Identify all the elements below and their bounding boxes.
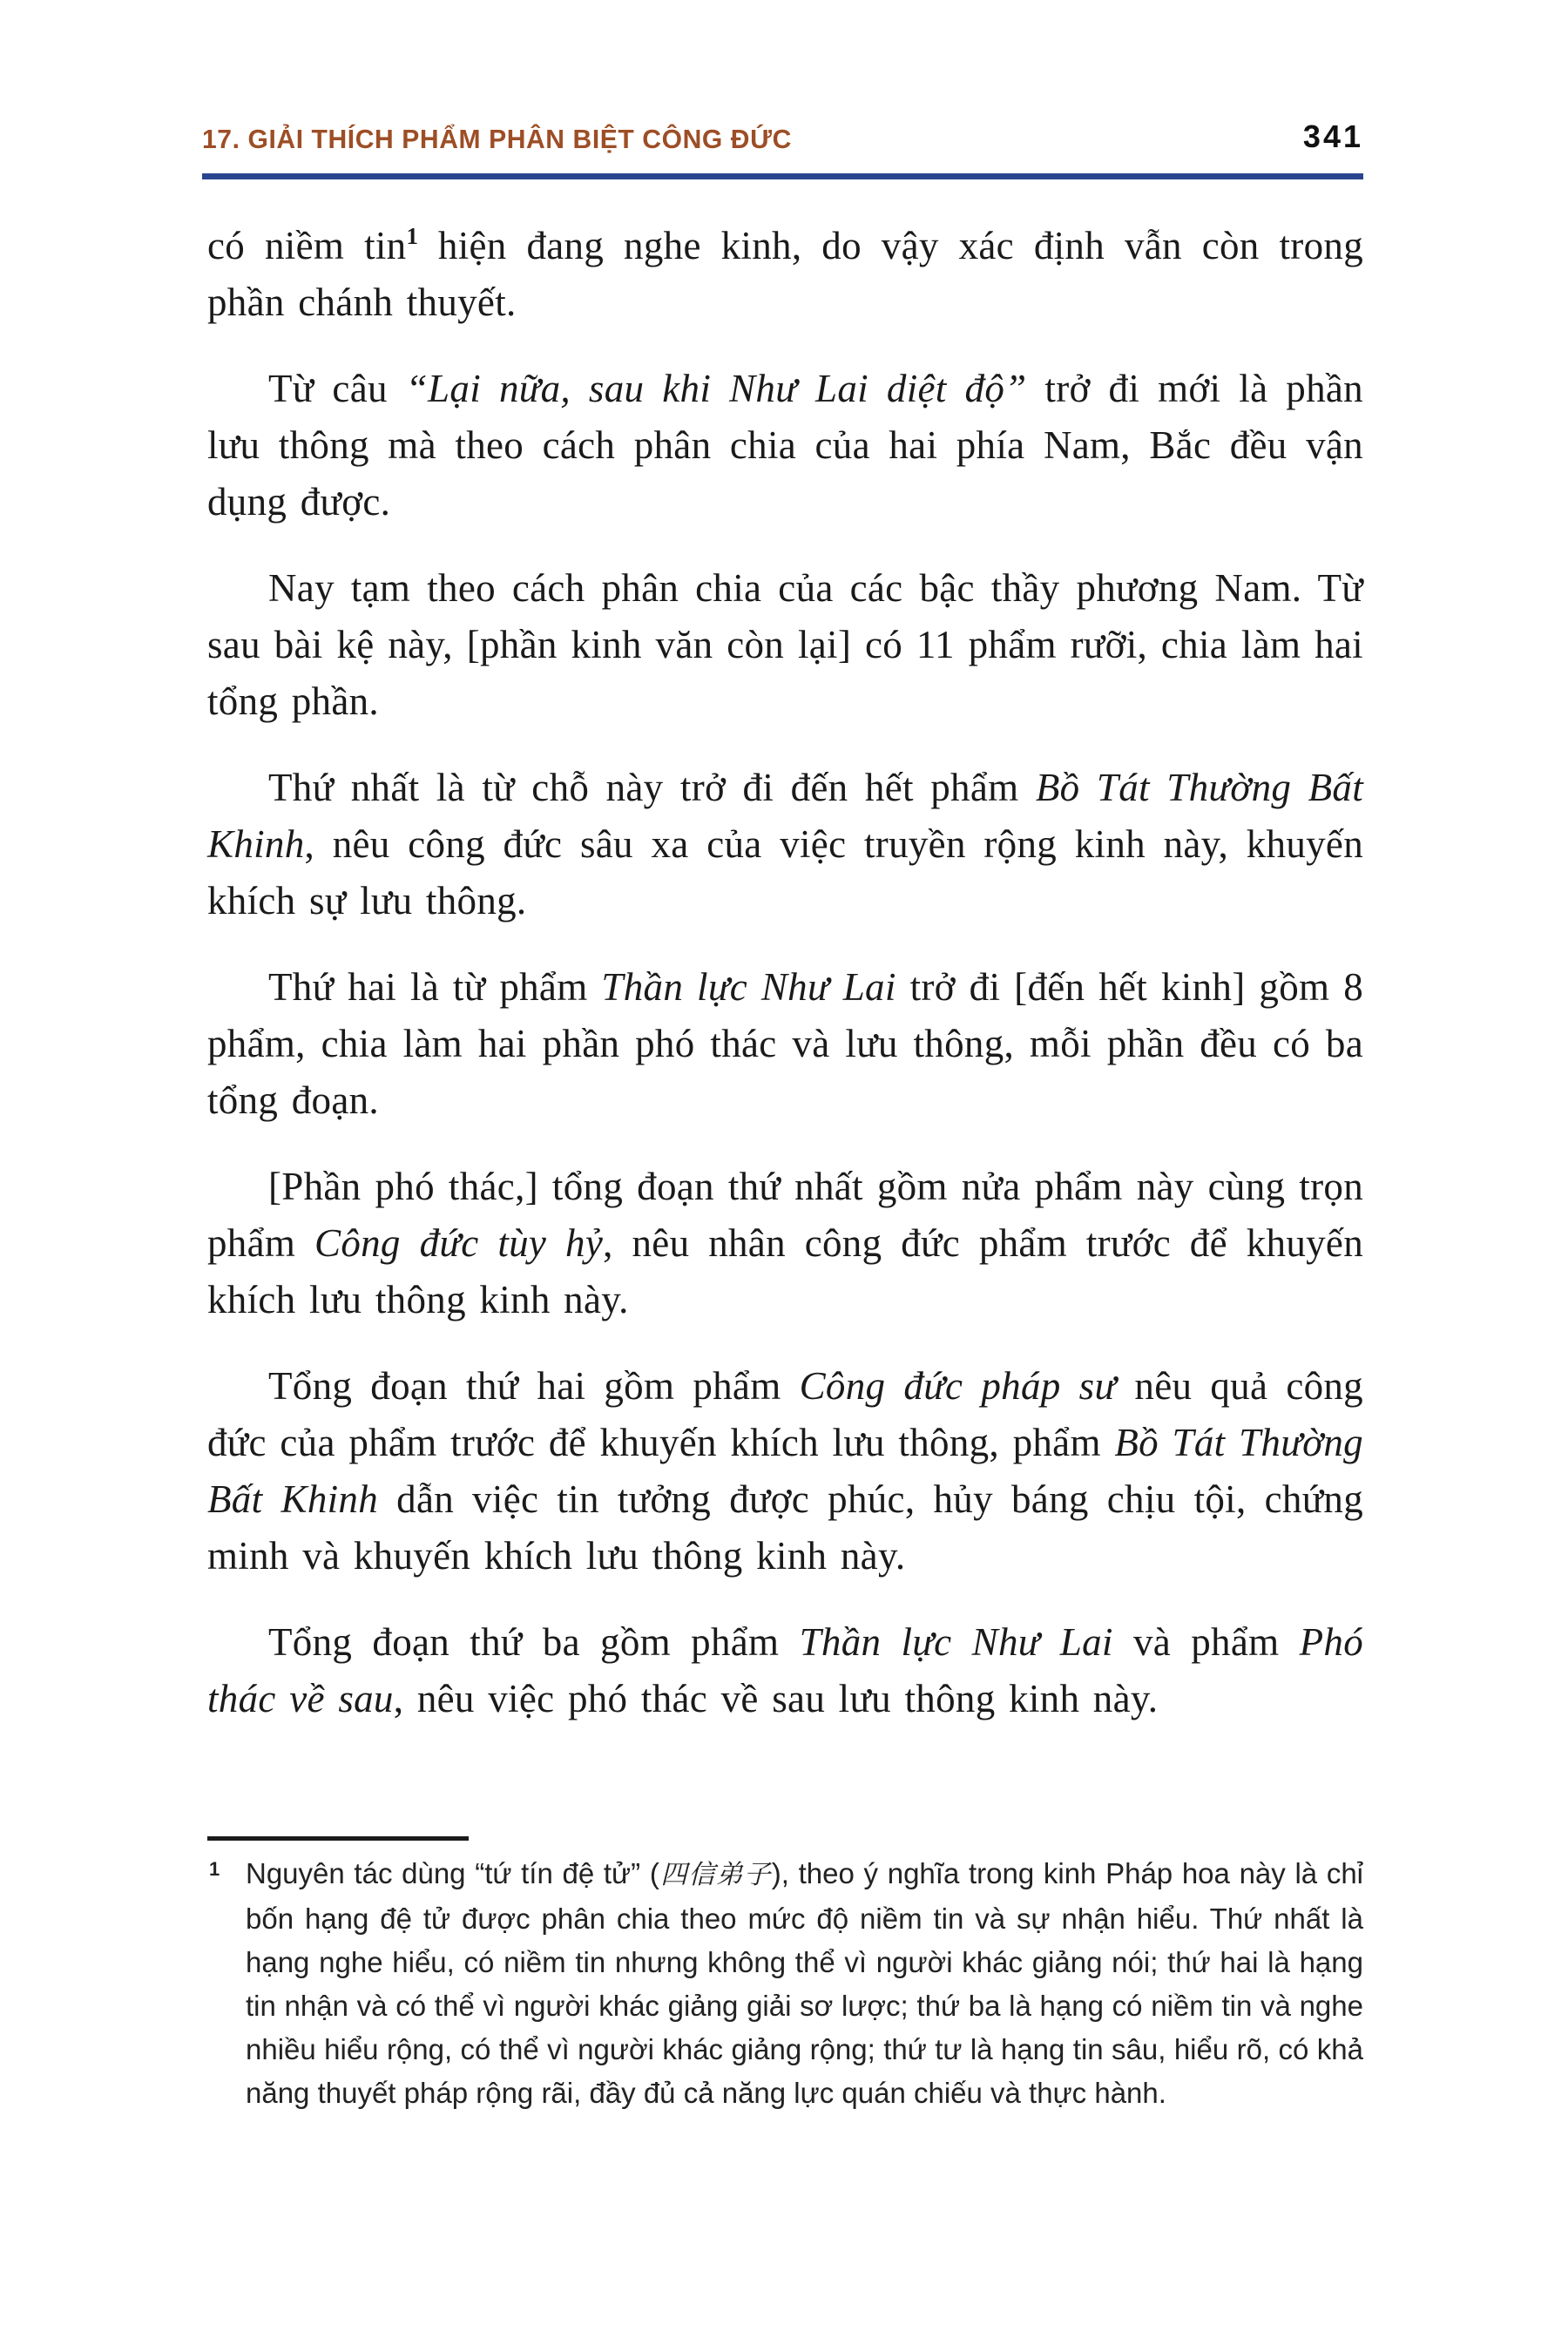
paragraph (207, 1614, 1363, 1727)
text-segment: trở đi mới là phần lưu thông mà theo cách phân chia của hai phía Nam, Bắc đều vận dụng được. (207, 367, 1363, 524)
paragraph (207, 560, 1363, 730)
paragraph (207, 760, 1363, 929)
paragraph (207, 1159, 1363, 1328)
text-segment: , nêu công đức sâu xa của việc truyền rộng kinh này, khuyến khích sự lưu thông. (207, 822, 1363, 923)
paragraph (207, 959, 1363, 1129)
text-segment-cjk: 四信弟子 (659, 1860, 772, 1890)
footnote-text (246, 1857, 1363, 2109)
text-segment-italic: Thần lực Như Lai (799, 1620, 1113, 1664)
paragraph (207, 1358, 1363, 1585)
paragraph (207, 361, 1363, 531)
header-rule (202, 173, 1363, 179)
text-segment: trở đi [đến hết kinh] gồm 8 phẩm, chia làm hai phần phó thác và lưu thông, mỗi phần đều có ba tổng đoạn. (207, 965, 1363, 1122)
text-segment-italic: Phó thác về sau (207, 1620, 1364, 1720)
text-segment: Tổng đoạn thứ ba gồm phẩm (268, 1620, 800, 1664)
running-head (202, 118, 1363, 155)
text-segment: Nay tạm theo cách phân chia của các bậc thầy phương Nam. Từ sau bài kệ này, [phần kinh văn còn lại] có 11 phẩm rưỡi, chia làm hai tổng phần. (207, 566, 1363, 723)
footnote (207, 1852, 1363, 2115)
text-segment: ), theo ý nghĩa trong kinh Pháp hoa này là chỉ bốn hạng đệ tử được phân chia theo mức độ niềm tin và sự nhận hiểu. Thứ nhất là hạng nghe hiểu, có niềm tin nhưng không thể vì người khác giảng nói; thứ hai là hạng tin nhận và có thể vì người khác giảng giải sơ lược; thứ ba là hạng có niềm tin và nghe nhiều hiểu rộng, có thể vì người khác giảng rộng; thứ tư là hạng tin sâu, hiểu rõ, có khả năng thuyết pháp rộng rãi, đầy đủ cả năng lực quán chiếu và thực hành. (246, 1857, 1363, 2109)
text-segment-italic: Bồ Tát Thường Bất Khinh (207, 1421, 1363, 1521)
paragraph (207, 218, 1363, 331)
text-segment: [Phần phó thác,] tổng đoạn thứ nhất gồm nửa phẩm này cùng trọn phẩm (207, 1165, 1363, 1265)
chapter-heading: 17. GIẢI THÍCH PHẨM PHÂN BIỆT CÔNG ĐỨC (202, 124, 792, 154)
text-segment: , nêu nhân công đức phẩm trước để khuyến khích lưu thông kinh này. (207, 1221, 1363, 1321)
text-segment: Tổng đoạn thứ hai gồm phẩm (268, 1364, 800, 1408)
text-segment-italic: Bồ Tát Thường Bất Khinh (207, 766, 1364, 866)
text-segment-sup: 1 (406, 223, 418, 249)
text-segment-italic: Công đức pháp sư (799, 1364, 1117, 1408)
text-segment: và phẩm (1112, 1620, 1300, 1664)
footnote-marker: 1 (209, 1858, 220, 1880)
page-number: 341 (1302, 118, 1363, 154)
text-segment: nêu quả công đức của phẩm trước để khuyến khích lưu thông, phẩm (207, 1364, 1363, 1464)
text-segment: Nguyên tác dùng “tứ tín đệ tử” ( (246, 1857, 659, 1889)
text-segment-italic: Công đức tùy hỷ (314, 1221, 604, 1265)
text-segment: Thứ nhất là từ chỗ này trở đi đến hết phẩm (268, 766, 1036, 809)
text-segment-italic: “Lại nữa, sau khi Như Lai diệt độ” (405, 367, 1027, 410)
text-segment: có niềm tin (207, 224, 407, 267)
text-segment: Từ câu (268, 367, 406, 410)
footnote-rule (207, 1836, 469, 1841)
text-segment: dẫn việc tin tưởng được phúc, hủy báng chịu tội, chứng minh và khuyến khích lưu thông kinh này. (207, 1477, 1363, 1578)
text-segment-italic: Thần lực Như Lai (601, 965, 896, 1009)
text-segment: hiện đang nghe kinh, do vậy xác định vẫn còn trong phần chánh thuyết. (207, 224, 1363, 324)
body-text (207, 218, 1363, 1757)
text-segment: Thứ hai là từ phẩm (268, 965, 602, 1009)
text-segment: , nêu việc phó thác về sau lưu thông kinh này. (393, 1677, 1159, 1720)
